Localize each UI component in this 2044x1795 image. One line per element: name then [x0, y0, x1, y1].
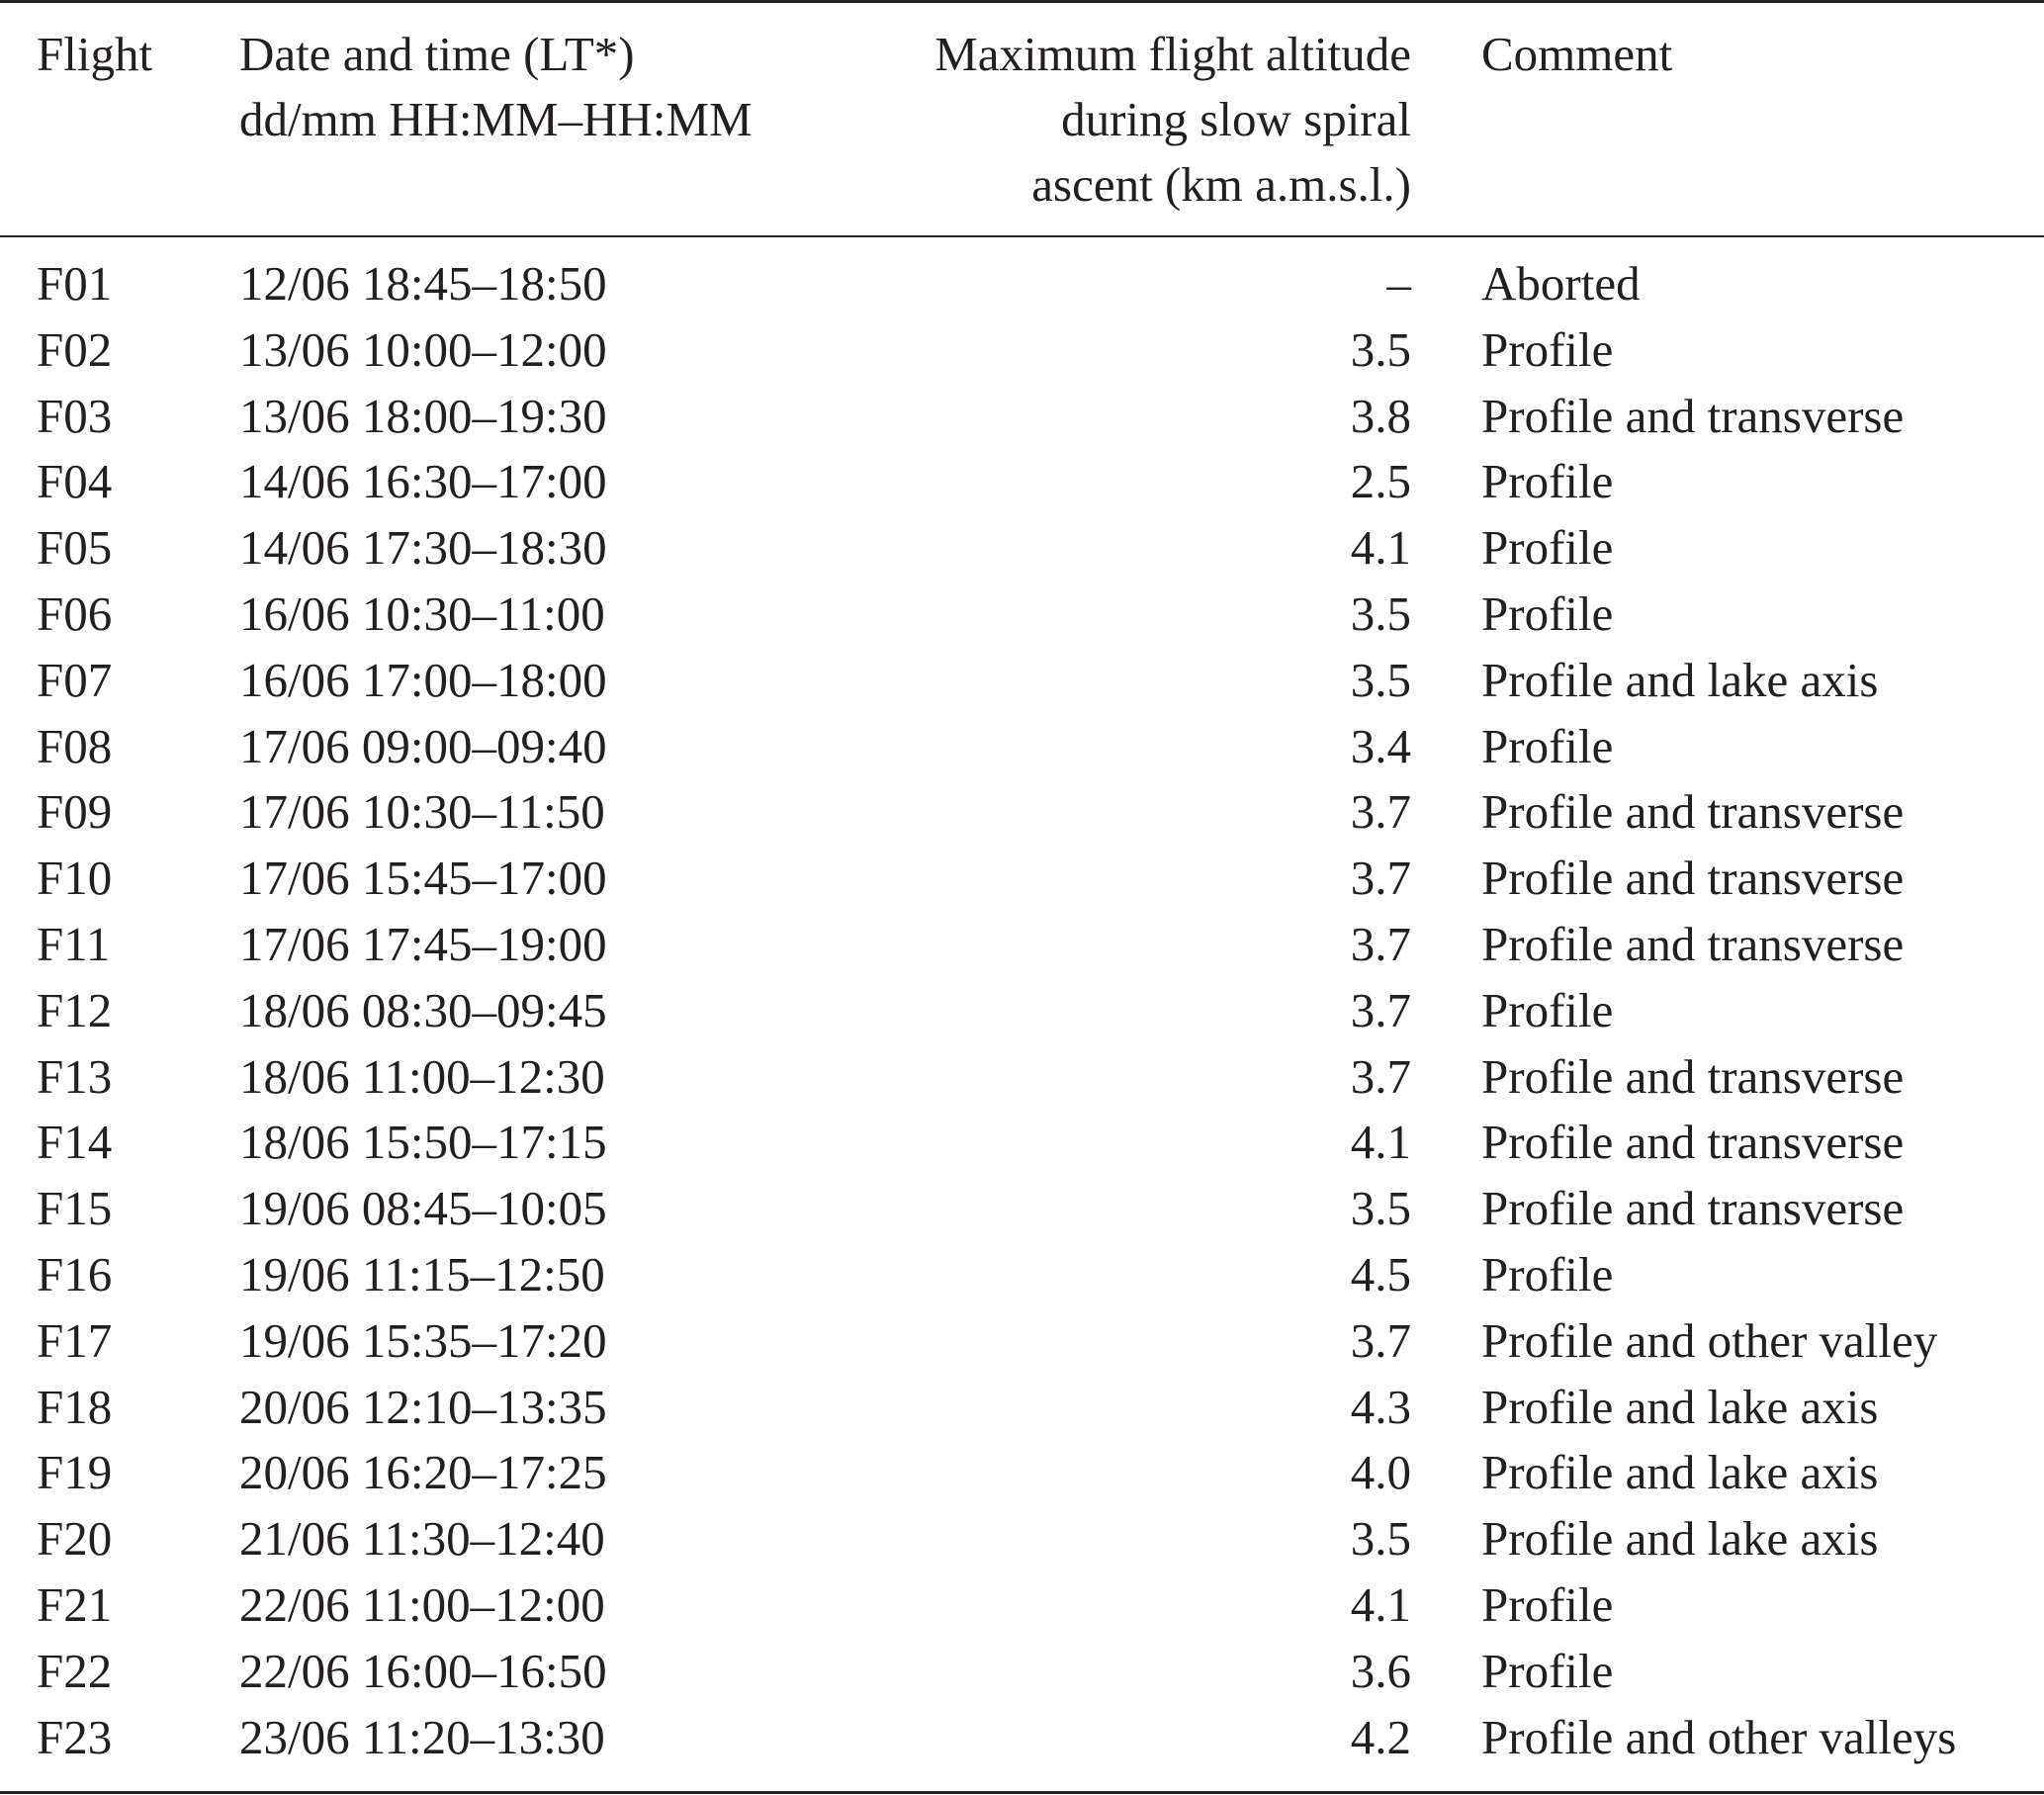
cell-flight: F20	[37, 1511, 113, 1567]
cell-max-altitude: 4.1	[1350, 1576, 1411, 1632]
cell-flight: F09	[37, 784, 113, 840]
table-top-rule	[0, 0, 2044, 3]
cell-comment: Profile	[1481, 454, 1614, 509]
cell-flight: F08	[37, 718, 113, 773]
table-row	[0, 779, 2044, 846]
cell-max-altitude: 3.8	[1350, 388, 1411, 443]
cell-max-altitude: –	[1386, 256, 1411, 311]
cell-flight: F03	[37, 388, 113, 443]
cell-flight: F01	[37, 256, 113, 311]
cell-max-altitude: 3.7	[1350, 784, 1411, 840]
cell-flight: F14	[37, 1115, 113, 1170]
table-row	[0, 317, 2044, 384]
cell-date-time: 14/06 16:30–17:00	[239, 454, 607, 509]
cell-comment: Profile and transverse	[1481, 388, 1905, 443]
cell-comment: Profile	[1481, 585, 1614, 641]
cell-comment: Profile	[1481, 1246, 1614, 1301]
cell-date-time: 12/06 18:45–18:50	[239, 256, 607, 311]
cell-max-altitude: 3.7	[1350, 916, 1411, 971]
cell-comment: Profile and transverse	[1481, 784, 1905, 840]
cell-max-altitude: 3.5	[1350, 321, 1411, 377]
cell-max-altitude: 4.0	[1350, 1445, 1411, 1500]
cell-flight: F06	[37, 585, 113, 641]
cell-max-altitude: 3.4	[1350, 718, 1411, 773]
cell-flight: F11	[37, 916, 111, 971]
cell-flight: F05	[37, 520, 113, 576]
cell-max-altitude: 2.5	[1350, 454, 1411, 509]
cell-max-altitude: 4.1	[1350, 1115, 1411, 1170]
table-row	[0, 1506, 2044, 1572]
cell-flight: F12	[37, 982, 113, 1037]
header-alt-line-2: during slow spiral	[1061, 92, 1411, 146]
cell-date-time: 19/06 08:45–10:05	[239, 1181, 607, 1236]
cell-date-time: 20/06 16:20–17:25	[239, 1445, 607, 1500]
cell-flight: F10	[37, 851, 113, 906]
cell-flight: F02	[37, 321, 113, 377]
cell-max-altitude: 3.7	[1350, 982, 1411, 1037]
cell-comment: Profile and transverse	[1481, 1048, 1905, 1104]
table-row	[0, 1242, 2044, 1308]
table-row	[0, 1176, 2044, 1242]
cell-date-time: 17/06 09:00–09:40	[239, 718, 607, 773]
cell-max-altitude: 3.6	[1350, 1643, 1411, 1698]
cell-date-time: 18/06 11:00–12:30	[239, 1048, 605, 1104]
cell-max-altitude: 4.3	[1350, 1379, 1411, 1434]
cell-date-time: 22/06 11:00–12:00	[239, 1576, 605, 1632]
cell-date-time: 17/06 15:45–17:00	[239, 851, 607, 906]
cell-comment: Profile and transverse	[1481, 1115, 1905, 1170]
cell-flight: F22	[37, 1643, 113, 1698]
header-date-line-2: dd/mm HH:MM–HH:MM	[239, 92, 753, 146]
table-row	[0, 978, 2044, 1044]
cell-max-altitude: 3.5	[1350, 1511, 1411, 1567]
header-comment	[1481, 22, 1672, 87]
cell-comment: Profile	[1481, 1576, 1614, 1632]
table-row	[0, 449, 2044, 515]
cell-date-time: 23/06 11:20–13:30	[239, 1709, 605, 1764]
cell-comment: Profile	[1481, 520, 1614, 576]
cell-date-time: 17/06 17:45–19:00	[239, 916, 607, 971]
table-row	[0, 1375, 2044, 1441]
cell-date-time: 22/06 16:00–16:50	[239, 1643, 607, 1698]
cell-comment: Profile	[1481, 321, 1614, 377]
table-row	[0, 912, 2044, 978]
cell-date-time: 20/06 12:10–13:35	[239, 1379, 607, 1434]
cell-comment: Profile and other valley	[1481, 1312, 1938, 1368]
table-row	[0, 1705, 2044, 1771]
cell-flight: F15	[37, 1181, 113, 1236]
cell-flight: F16	[37, 1246, 113, 1301]
cell-flight: F23	[37, 1709, 113, 1764]
cell-comment: Profile and transverse	[1481, 916, 1905, 971]
cell-flight: F04	[37, 454, 113, 509]
cell-date-time: 19/06 11:15–12:50	[239, 1246, 605, 1301]
cell-comment: Profile and lake axis	[1481, 1379, 1879, 1434]
cell-comment: Profile	[1481, 1643, 1614, 1698]
cell-max-altitude: 4.2	[1350, 1709, 1411, 1764]
cell-comment: Profile and lake axis	[1481, 652, 1879, 707]
cell-max-altitude: 4.5	[1350, 1246, 1411, 1301]
cell-max-altitude: 4.1	[1350, 520, 1411, 576]
table-row	[0, 1110, 2044, 1176]
header-date-time	[239, 22, 753, 152]
cell-flight: F13	[37, 1048, 113, 1104]
cell-date-time: 16/06 10:30–11:00	[239, 585, 605, 641]
cell-comment: Profile	[1481, 982, 1614, 1037]
cell-date-time: 13/06 18:00–19:30	[239, 388, 607, 443]
cell-date-time: 18/06 08:30–09:45	[239, 982, 607, 1037]
header-flight	[37, 22, 152, 87]
table-row	[0, 846, 2044, 912]
header-alt-line-1: Maximum flight altitude	[934, 27, 1411, 81]
cell-date-time: 21/06 11:30–12:40	[239, 1511, 605, 1567]
cell-comment: Profile	[1481, 718, 1614, 773]
table-row	[0, 1440, 2044, 1506]
cell-date-time: 19/06 15:35–17:20	[239, 1312, 607, 1368]
table-row	[0, 648, 2044, 714]
cell-flight: F18	[37, 1379, 113, 1434]
table-row	[0, 714, 2044, 780]
cell-date-time: 14/06 17:30–18:30	[239, 520, 607, 576]
table-row	[0, 1572, 2044, 1639]
table-row	[0, 1639, 2044, 1705]
cell-date-time: 17/06 10:30–11:50	[239, 784, 605, 840]
cell-date-time: 13/06 10:00–12:00	[239, 321, 607, 377]
cell-comment: Profile and other valleys	[1481, 1709, 1957, 1764]
cell-max-altitude: 3.5	[1350, 1181, 1411, 1236]
cell-max-altitude: 3.7	[1350, 851, 1411, 906]
cell-flight: F17	[37, 1312, 113, 1368]
header-alt-line-3: ascent (km a.m.s.l.)	[1031, 157, 1411, 212]
header-comment-label: Comment	[1481, 27, 1673, 81]
table-header-rule	[0, 235, 2044, 237]
table-header	[0, 22, 2044, 220]
cell-max-altitude: 3.7	[1350, 1312, 1411, 1368]
cell-max-altitude: 3.5	[1350, 652, 1411, 707]
cell-comment: Aborted	[1481, 256, 1641, 311]
cell-date-time: 16/06 17:00–18:00	[239, 652, 607, 707]
header-max-altitude	[934, 22, 1411, 218]
header-date-line-1: Date and time (LT*)	[239, 27, 635, 81]
table-body	[0, 251, 2044, 1770]
cell-flight: F07	[37, 652, 113, 707]
cell-max-altitude: 3.5	[1350, 585, 1411, 641]
cell-flight: F21	[37, 1576, 113, 1632]
table-row	[0, 251, 2044, 317]
cell-comment: Profile and transverse	[1481, 1181, 1905, 1236]
cell-comment: Profile and lake axis	[1481, 1445, 1879, 1500]
table-row	[0, 515, 2044, 582]
table-row	[0, 1308, 2044, 1375]
table-row	[0, 384, 2044, 450]
cell-flight: F19	[37, 1445, 113, 1500]
table-row	[0, 1044, 2044, 1111]
header-flight-label: Flight	[37, 27, 153, 81]
table-row	[0, 582, 2044, 648]
table-bottom-rule	[0, 1791, 2044, 1794]
cell-max-altitude: 3.7	[1350, 1048, 1411, 1104]
cell-comment: Profile and lake axis	[1481, 1511, 1879, 1567]
cell-comment: Profile and transverse	[1481, 851, 1905, 906]
cell-date-time: 18/06 15:50–17:15	[239, 1115, 607, 1170]
